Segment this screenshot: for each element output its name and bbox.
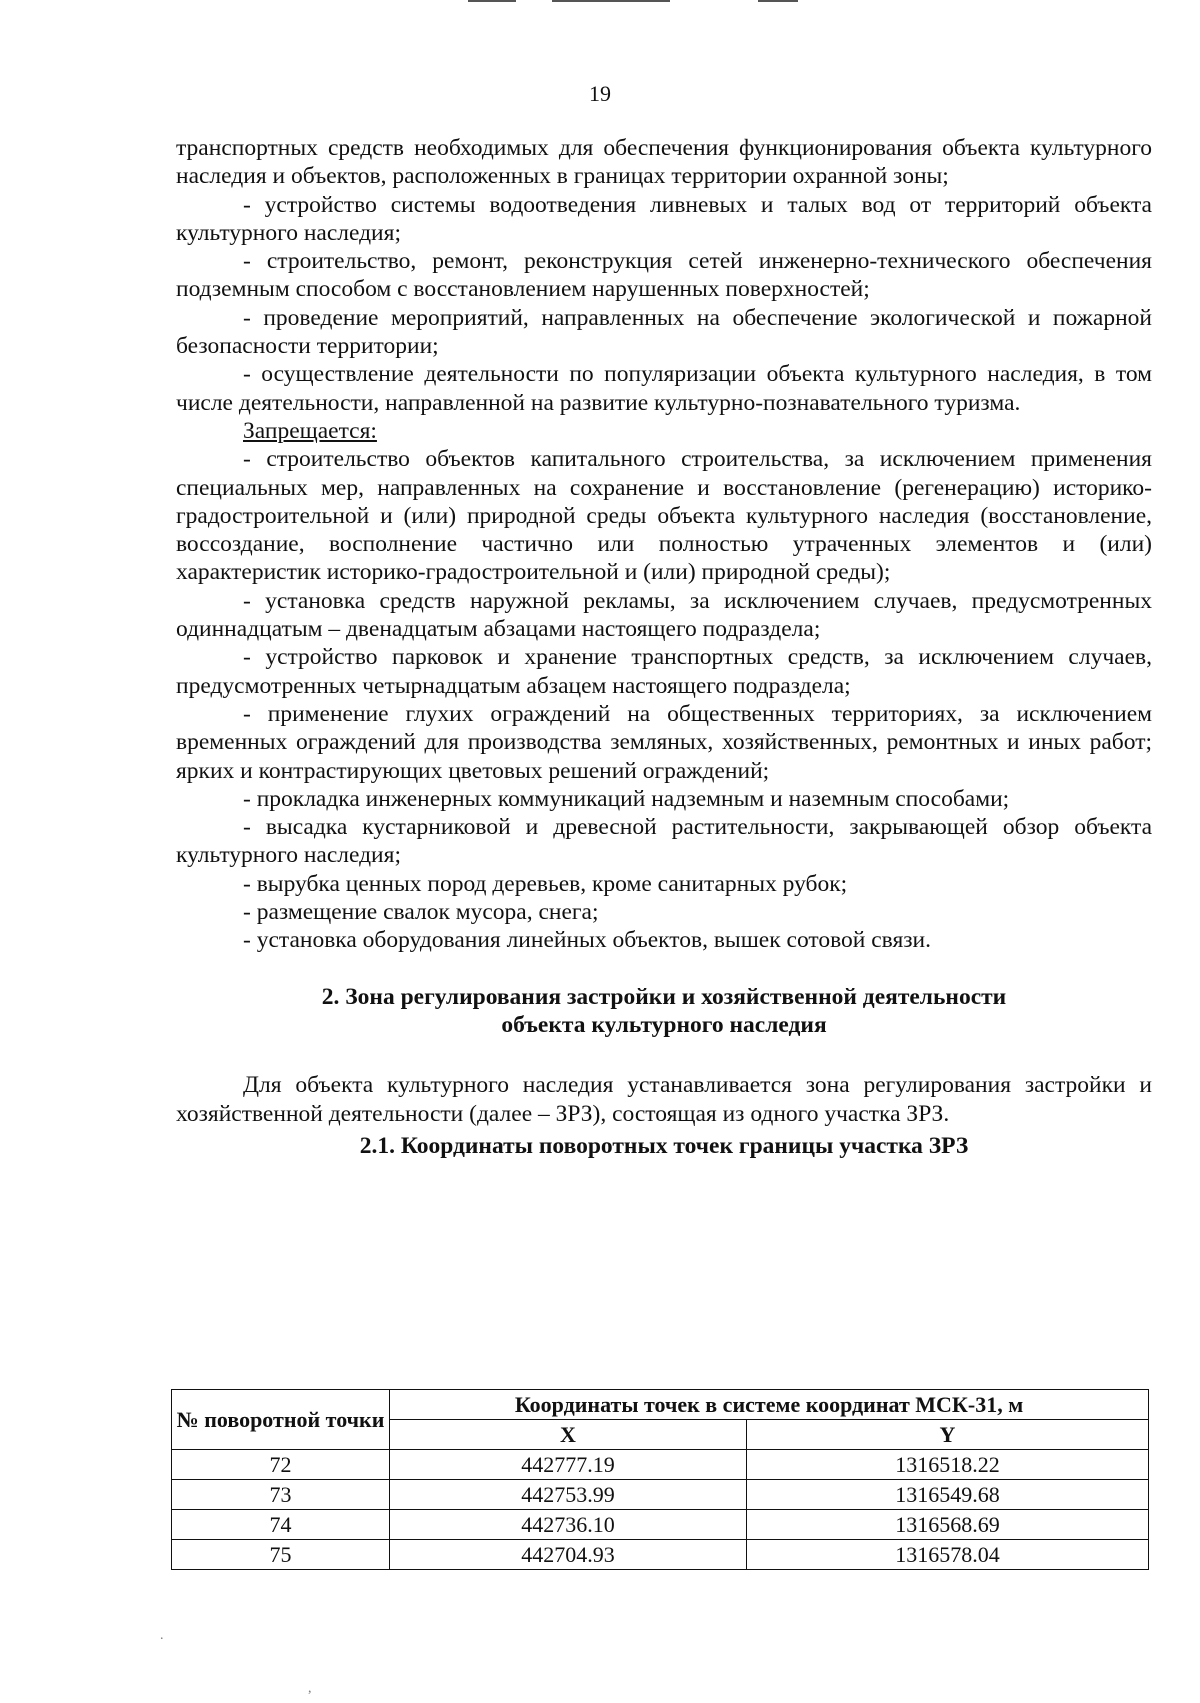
paragraph: - осуществление деятельности по популяризации объекта культурного наследия, в том числе деятельности, направленной на развитие культурно-познавательного туризма. [176,361,1152,416]
prohibited-item: - строительство объектов капитального строительства, за исключением применения специальных мер, направленных на сохранение и восстановление (регенерацию) историко-градостроительной и (или) природной среды объекта культурного наследия (восстановление, воссоздание, восполнение частично или полностью утраченных элементов и (или) характеристик историко-градостроительной и (или) природной среды); [176,446,1152,586]
prohibited-item: - размещение свалок мусора, снега; [243,899,599,926]
point-number: 72 [172,1450,390,1480]
coordinates-table [171,1389,1149,1570]
prohibited-label [176,417,1152,445]
prohibited-label-text: Запрещается: [243,417,377,444]
top-scan-line [468,0,516,2]
x-value: 442777.19 [390,1450,747,1480]
header-point-number: № поворотной точки [172,1390,390,1450]
section-heading: объекта культурного наследия [501,1011,827,1038]
prohibited-item: - установка оборудования линейных объектов, вышек сотовой связи. [243,927,932,954]
y-value: 1316518.22 [747,1450,1149,1480]
paragraph: - проведение мероприятий, направленных на обеспечение экологической и пожарной безопасности территории; [176,304,1152,360]
prohibited-item: - вырубка ценных пород деревьев, кроме санитарных рубок; [243,870,848,897]
x-value: 442736.10 [390,1510,747,1540]
x-value: 442704.93 [390,1540,747,1570]
point-number: 75 [172,1540,390,1570]
section-text: Для объекта культурного наследия устанавливается зона регулирования застройки и хозяйственной деятельности (далее – ЗРЗ), состоящая из одного участка ЗРЗ. [176,1072,1152,1127]
header-y: Y [747,1420,1149,1450]
table-caption: 2.1. Координаты поворотных точек границы участка ЗРЗ [359,1132,969,1159]
scan-speck: , [308,1681,312,1696]
prohibited-item: - установка средств наружной рекламы, за исключением случаев, предусмотренных одиннадцатым – двенадцатым абзацами настоящего подраздела; [176,587,1152,643]
table-row [172,1510,1149,1540]
point-number: 73 [172,1480,390,1510]
header-coordinates: Координаты точек в системе координат МСК-31, м [390,1390,1149,1420]
section-heading: 2. Зона регулирования застройки и хозяйственной деятельности [321,983,1007,1010]
header-x: X [390,1420,747,1450]
y-value: 1316568.69 [747,1510,1149,1540]
document-body [176,134,1152,1160]
x-value: 442753.99 [390,1480,747,1510]
page-number: 19 [589,81,611,106]
scan-speck: . [160,1628,164,1643]
table-row [172,1540,1149,1570]
y-value: 1316578.04 [747,1540,1149,1570]
y-value: 1316549.68 [747,1480,1149,1510]
paragraph: транспортных средств необходимых для обеспечения функционирования объекта культурного наследия и объектов, расположенных в границах территории охранной зоны; [176,135,1152,190]
prohibited-item: - устройство парковок и хранение транспортных средств, за исключением случаев, предусмотренных четырнадцатым абзацем настоящего подраздела; [176,644,1152,699]
prohibited-item: - высадка кустарниковой и древесной растительности, закрывающей обзор объекта культурного наследия; [176,814,1152,869]
point-number: 74 [172,1510,390,1540]
prohibited-item: - применение глухих ограждений на общественных территориях, за исключением временных ограждений для производства земляных, хозяйственных, ремонтных и иных работ; ярких и контрастирующих цветовых решений ограждений; [176,700,1152,784]
top-scan-line [758,0,798,2]
table-header-row [172,1390,1149,1420]
paragraph: - устройство системы водоотведения ливневых и талых вод от территорий объекта культурного наследия; [176,191,1152,246]
paragraph: - строительство, ремонт, реконструкция сетей инженерно-технического обеспечения подземным способом с восстановлением нарушенных поверхностей; [176,248,1152,303]
table-row [172,1450,1149,1480]
top-scan-line [552,0,670,2]
prohibited-item: - прокладка инженерных коммуникаций надземным и наземным способами; [243,785,1010,812]
table-row [172,1480,1149,1510]
